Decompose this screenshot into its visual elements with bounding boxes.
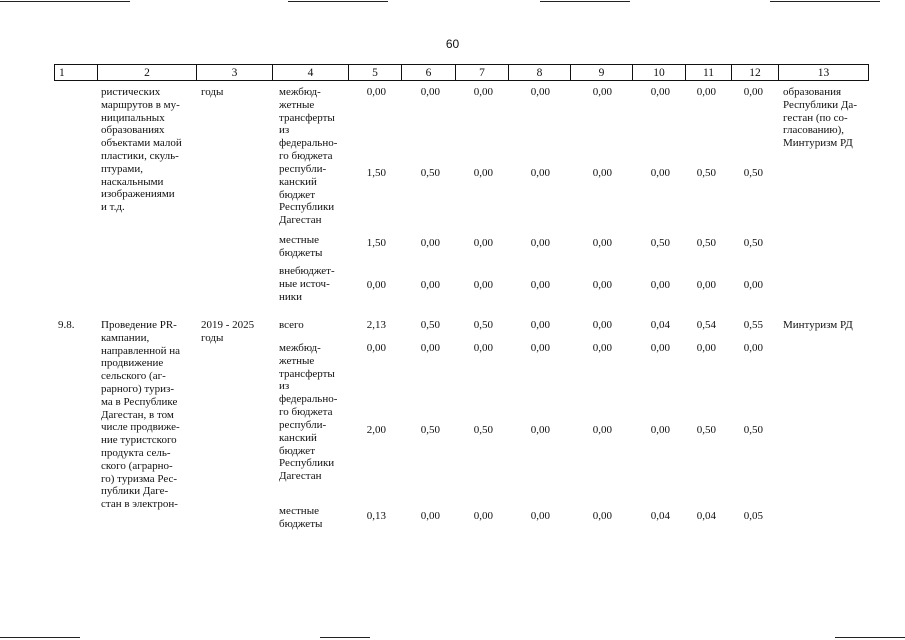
row2-republic-col11: 0,50	[696, 424, 716, 436]
row1-local-col12: 0,50	[743, 237, 763, 249]
header-col-12: 12	[731, 64, 779, 81]
row2-federal-col6: 0,00	[420, 342, 440, 354]
row2-federal-col12: 0,00	[743, 342, 763, 354]
scan-edge-bottom-right	[835, 637, 905, 638]
row2-period: 2019 - 2025 годы	[201, 319, 255, 344]
row2-republic-col8: 0,00	[530, 424, 550, 436]
header-col-4: 4	[272, 64, 349, 81]
header-col-13: 13	[778, 64, 869, 81]
row2-federal-col9: 0,00	[592, 342, 612, 354]
scan-edge-bottom-mid	[320, 637, 370, 638]
row1-republic-col12: 0,50	[743, 167, 763, 179]
row2-local-col11: 0,04	[696, 510, 716, 522]
row2-local-col5: 0,13	[366, 510, 386, 522]
row1-republic-col7: 0,00	[473, 167, 493, 179]
row1-local-col10: 0,50	[650, 237, 670, 249]
row1-federal-col5: 0,00	[366, 86, 386, 98]
row1-local-col7: 0,00	[473, 237, 493, 249]
row1-federal-col8: 0,00	[530, 86, 550, 98]
row2-executor: Минтуризм РД	[783, 319, 853, 331]
row1-local-col9: 0,00	[592, 237, 612, 249]
scan-edge-top-right	[540, 1, 630, 2]
row2-federal-col8: 0,00	[530, 342, 550, 354]
row1-republic-col9: 0,00	[592, 167, 612, 179]
row2-federal-col11: 0,00	[696, 342, 716, 354]
row1-source-local: местные бюджеты	[279, 234, 323, 259]
row2-federal-col7: 0,00	[473, 342, 493, 354]
row1-extrabudget-col7: 0,00	[473, 279, 493, 291]
row2-local-col9: 0,00	[592, 510, 612, 522]
table-header-row	[54, 64, 869, 82]
header-col-7: 7	[455, 64, 509, 81]
row1-extrabudget-col12: 0,00	[743, 279, 763, 291]
row1-republic-col8: 0,00	[530, 167, 550, 179]
row2-total-col6: 0,50	[420, 319, 440, 331]
row1-source-extrabudget: внебюджет- ные источ- ники	[279, 265, 335, 303]
header-col-5: 5	[348, 64, 402, 81]
row2-source-local: местные бюджеты	[279, 505, 323, 530]
row2-republic-col7: 0,50	[473, 424, 493, 436]
row1-republic-col5: 1,50	[366, 167, 386, 179]
row1-local-col11: 0,50	[696, 237, 716, 249]
row2-total-col11: 0,54	[696, 319, 716, 331]
row2-source-total: всего	[279, 319, 304, 331]
row2-local-col6: 0,00	[420, 510, 440, 522]
row1-local-col8: 0,00	[530, 237, 550, 249]
row2-republic-col12: 0,50	[743, 424, 763, 436]
row2-local-col7: 0,00	[473, 510, 493, 522]
row1-federal-col11: 0,00	[696, 86, 716, 98]
row1-federal-col6: 0,00	[420, 86, 440, 98]
row1-extrabudget-col6: 0,00	[420, 279, 440, 291]
header-col-11: 11	[685, 64, 732, 81]
row2-republic-col10: 0,00	[650, 424, 670, 436]
row2-federal-col5: 0,00	[366, 342, 386, 354]
row1-federal-col12: 0,00	[743, 86, 763, 98]
header-col-8: 8	[508, 64, 571, 81]
row1-federal-col10: 0,00	[650, 86, 670, 98]
row2-republic-col5: 2,00	[366, 424, 386, 436]
scan-edge-top-left	[0, 1, 130, 2]
row1-extrabudget-col5: 0,00	[366, 279, 386, 291]
row1-source-federal: межбюд- жетные трансферты из федерально- го бюджета	[279, 86, 338, 162]
row1-republic-col6: 0,50	[420, 167, 440, 179]
row1-source-republic: республи- канский бюджет Республики Дагестан	[279, 163, 335, 227]
row1-local-col5: 1,50	[366, 237, 386, 249]
row1-extrabudget-col8: 0,00	[530, 279, 550, 291]
row2-total-col5: 2,13	[366, 319, 386, 331]
row1-executor: образования Республики Да- гестан (по со- гласованию), Минтуризм РД	[783, 86, 857, 150]
row1-republic-col11: 0,50	[696, 167, 716, 179]
row2-measure-name: Проведение PR- кампании, направленной на продвижение сельского (аг- рарного) туриз- ма в Республике Дагестан, в том числе продвиже- ние туристского продукта сель- ского (аграрно- го) туризма Рес- публики Даге- стан в электрон-	[101, 319, 180, 511]
row2-republic-col6: 0,50	[420, 424, 440, 436]
row2-total-col10: 0,04	[650, 319, 670, 331]
header-col-3: 3	[196, 64, 273, 81]
row2-number: 9.8.	[58, 319, 75, 331]
header-col-6: 6	[401, 64, 456, 81]
scan-edge-top-mid	[288, 1, 388, 2]
row1-local-col6: 0,00	[420, 237, 440, 249]
row2-local-col8: 0,00	[530, 510, 550, 522]
scan-edge-bottom-left	[0, 637, 80, 638]
row2-total-col12: 0,55	[743, 319, 763, 331]
header-col-10: 10	[632, 64, 686, 81]
row1-republic-col10: 0,00	[650, 167, 670, 179]
row1-extrabudget-col9: 0,00	[592, 279, 612, 291]
row2-federal-col10: 0,00	[650, 342, 670, 354]
header-col-2: 2	[97, 64, 197, 81]
row2-local-col10: 0,04	[650, 510, 670, 522]
row2-source-federal: межбюд- жетные трансферты из федерально- го бюджета	[279, 342, 338, 418]
row1-federal-col7: 0,00	[473, 86, 493, 98]
row1-measure-name: ристических маршрутов в му- ниципальных образованиях объектами малой пластики, скуль- птурами, наскальными изображениями и т.д.	[101, 86, 182, 214]
header-col-1: 1	[54, 64, 98, 81]
row2-local-col12: 0,05	[743, 510, 763, 522]
row2-total-col9: 0,00	[592, 319, 612, 331]
row1-extrabudget-col11: 0,00	[696, 279, 716, 291]
row2-republic-col9: 0,00	[592, 424, 612, 436]
row1-extrabudget-col10: 0,00	[650, 279, 670, 291]
scan-edge-top-far	[770, 1, 880, 2]
row1-federal-col9: 0,00	[592, 86, 612, 98]
row2-total-col8: 0,00	[530, 319, 550, 331]
page-number: 60	[445, 37, 460, 51]
row2-total-col7: 0,50	[473, 319, 493, 331]
row1-period: годы	[201, 86, 224, 98]
row2-source-republic: республи- канский бюджет Республики Дагестан	[279, 419, 335, 483]
header-col-9: 9	[570, 64, 633, 81]
